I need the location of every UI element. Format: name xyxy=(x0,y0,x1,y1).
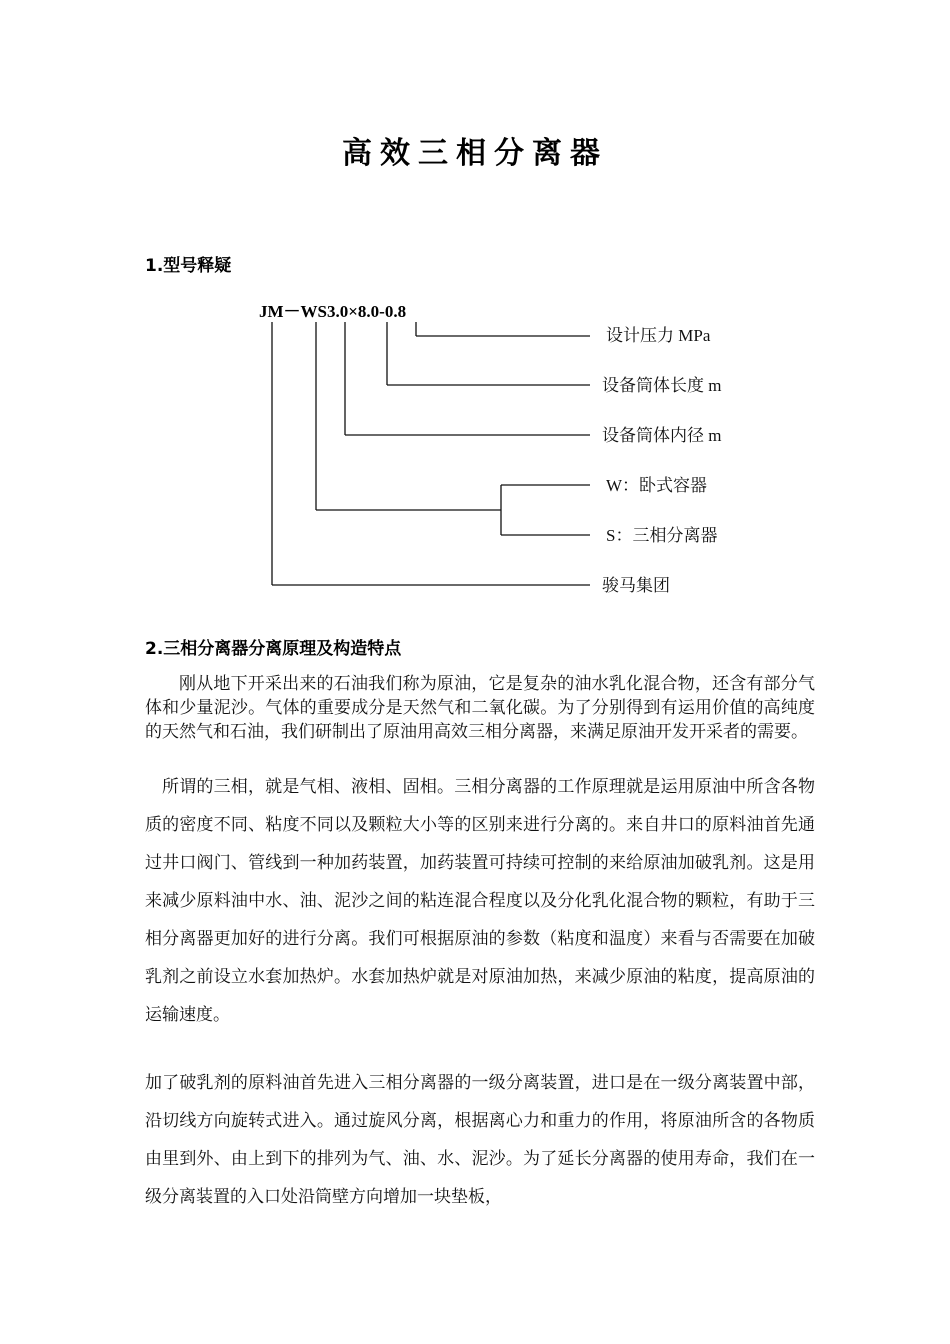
label-pressure: 设计压力 MPa xyxy=(606,326,711,345)
model-code-diagram xyxy=(0,0,950,620)
label-w: W：卧式容器 xyxy=(606,476,708,495)
diagram-lines xyxy=(272,322,590,585)
document-title: 高效三相分离器 xyxy=(342,136,608,171)
label-diameter: 设备筒体内径 m xyxy=(602,426,722,445)
section2-heading: 2.三相分离器分离原理及构造特点 xyxy=(145,639,402,659)
paragraph-1: 刚从地下开采出来的石油我们称为原油，它是复杂的油水乳化混合物，还含有部分气体和少量泥沙。气体的重要成分是天然气和二氧化碳。为了分别得到有运用价值的高纯度的天然气和石油，我们研制出了原油用高效三相分离器，来满足原油开发开采者的需要。 xyxy=(145,674,815,741)
paragraph-2: 所谓的三相，就是气相、液相、固相。三相分离器的工作原理就是运用原油中所含各物质的密度不同、粘度不同以及颗粒大小等的区别来进行分离的。来自井口的原料油首先通过井口阀门、管线到一种加药装置，加药装置可持续可控制的来给原油加破乳剂。这是用来减少原料油中水、油、泥沙之间的粘连混合程度以及分化乳化混合物的颗粒，有助于三相分离器更加好的进行分离。我们可根据原油的参数（粘度和温度）来看与否需要在加破乳剂之前设立水套加热炉。水套加热炉就是对原油加热，来减少原油的粘度，提高原油的运输速度。 xyxy=(145,777,815,1024)
model-code: JM－WS3.0×8.0-0.8 xyxy=(259,302,407,321)
paragraph-3: 加了破乳剂的原料油首先进入三相分离器的一级分离装置，进口是在一级分离装置中部，沿切线方向旋转式进入。通过旋风分离，根据离心力和重力的作用，将原油所含的各物质由里到外、由上到下的排列为气、油、水、泥沙。为了延长分离器的使用寿命，我们在一级分离装置的入口处沿筒壁方向增加一块垫板， xyxy=(145,1073,815,1206)
label-s: S：三相分离器 xyxy=(606,526,718,545)
label-group: 骏马集团 xyxy=(602,576,670,595)
section1-heading: 1.型号释疑 xyxy=(145,256,232,276)
label-length: 设备筒体长度 m xyxy=(602,376,722,395)
